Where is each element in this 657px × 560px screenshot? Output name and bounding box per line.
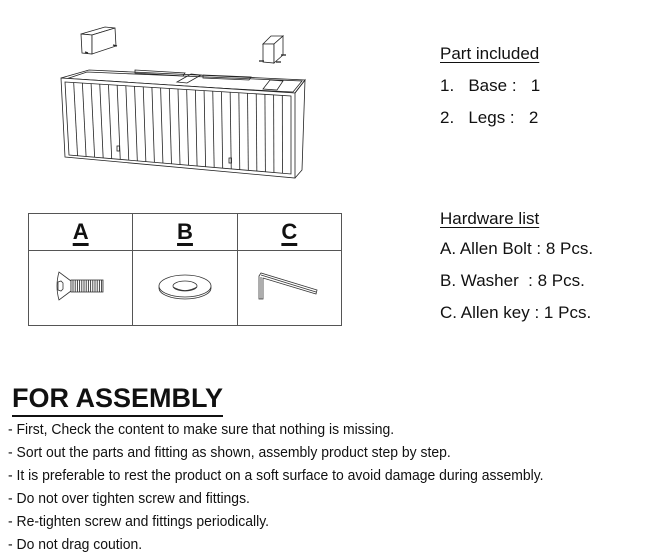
hardware-col-c-header bbox=[237, 214, 341, 251]
leg-right-icon bbox=[259, 36, 286, 63]
hardware-col-b-cell bbox=[133, 251, 237, 326]
assembly-instruction: - Do not over tighten screw and fittings. bbox=[8, 490, 250, 507]
assembly-title: FOR ASSEMBLY bbox=[12, 383, 223, 417]
parts-item-base: 1. Base : 1 bbox=[440, 76, 541, 95]
hardware-item-allen-bolt: A. Allen Bolt : 8 Pcs. bbox=[440, 239, 594, 258]
hardware-col-c-cell bbox=[237, 251, 341, 326]
hardware-letter-a: A bbox=[72, 219, 89, 244]
hardware-table-image-row bbox=[29, 251, 342, 326]
allen-bolt-icon bbox=[51, 268, 111, 304]
hardware-table bbox=[28, 213, 342, 326]
assembly-instruction: - It is preferable to rest the product on a soft surface to avoid damage during assembly. bbox=[8, 467, 544, 484]
assembly-instruction: - First, Check the content to make sure that nothing is missing. bbox=[8, 421, 395, 438]
hardware-item-washer: B. Washer : 8 Pcs. bbox=[440, 271, 585, 290]
furniture-base-illustration bbox=[55, 10, 315, 180]
assembly-instructions bbox=[8, 418, 584, 556]
hardware-col-a-header bbox=[29, 214, 133, 251]
washer-icon bbox=[155, 268, 215, 304]
hardware-table-header-row bbox=[29, 214, 342, 251]
hardware-col-a-cell bbox=[29, 251, 133, 326]
assembly-instruction: - Sort out the parts and fitting as shown, assembly product step by step. bbox=[8, 444, 451, 461]
assembly-instruction: - Do not drag coution. bbox=[8, 536, 143, 553]
hardware-list-title: Hardware list bbox=[440, 209, 540, 228]
hardware-item-allen-key: C. Allen key : 1 Pcs. bbox=[440, 303, 592, 322]
hardware-col-b-header bbox=[133, 214, 237, 251]
vanity-base-icon bbox=[61, 70, 305, 178]
leg-left-icon bbox=[81, 27, 117, 54]
parts-included-title: Part included bbox=[440, 44, 540, 63]
assembly-instruction: - Re-tighten screw and fittings periodically. bbox=[8, 513, 270, 530]
parts-item-legs: 2. Legs : 2 bbox=[440, 108, 539, 127]
allen-key-icon bbox=[249, 268, 329, 304]
hardware-letter-c: C bbox=[281, 219, 298, 244]
hardware-letter-b: B bbox=[177, 219, 193, 244]
